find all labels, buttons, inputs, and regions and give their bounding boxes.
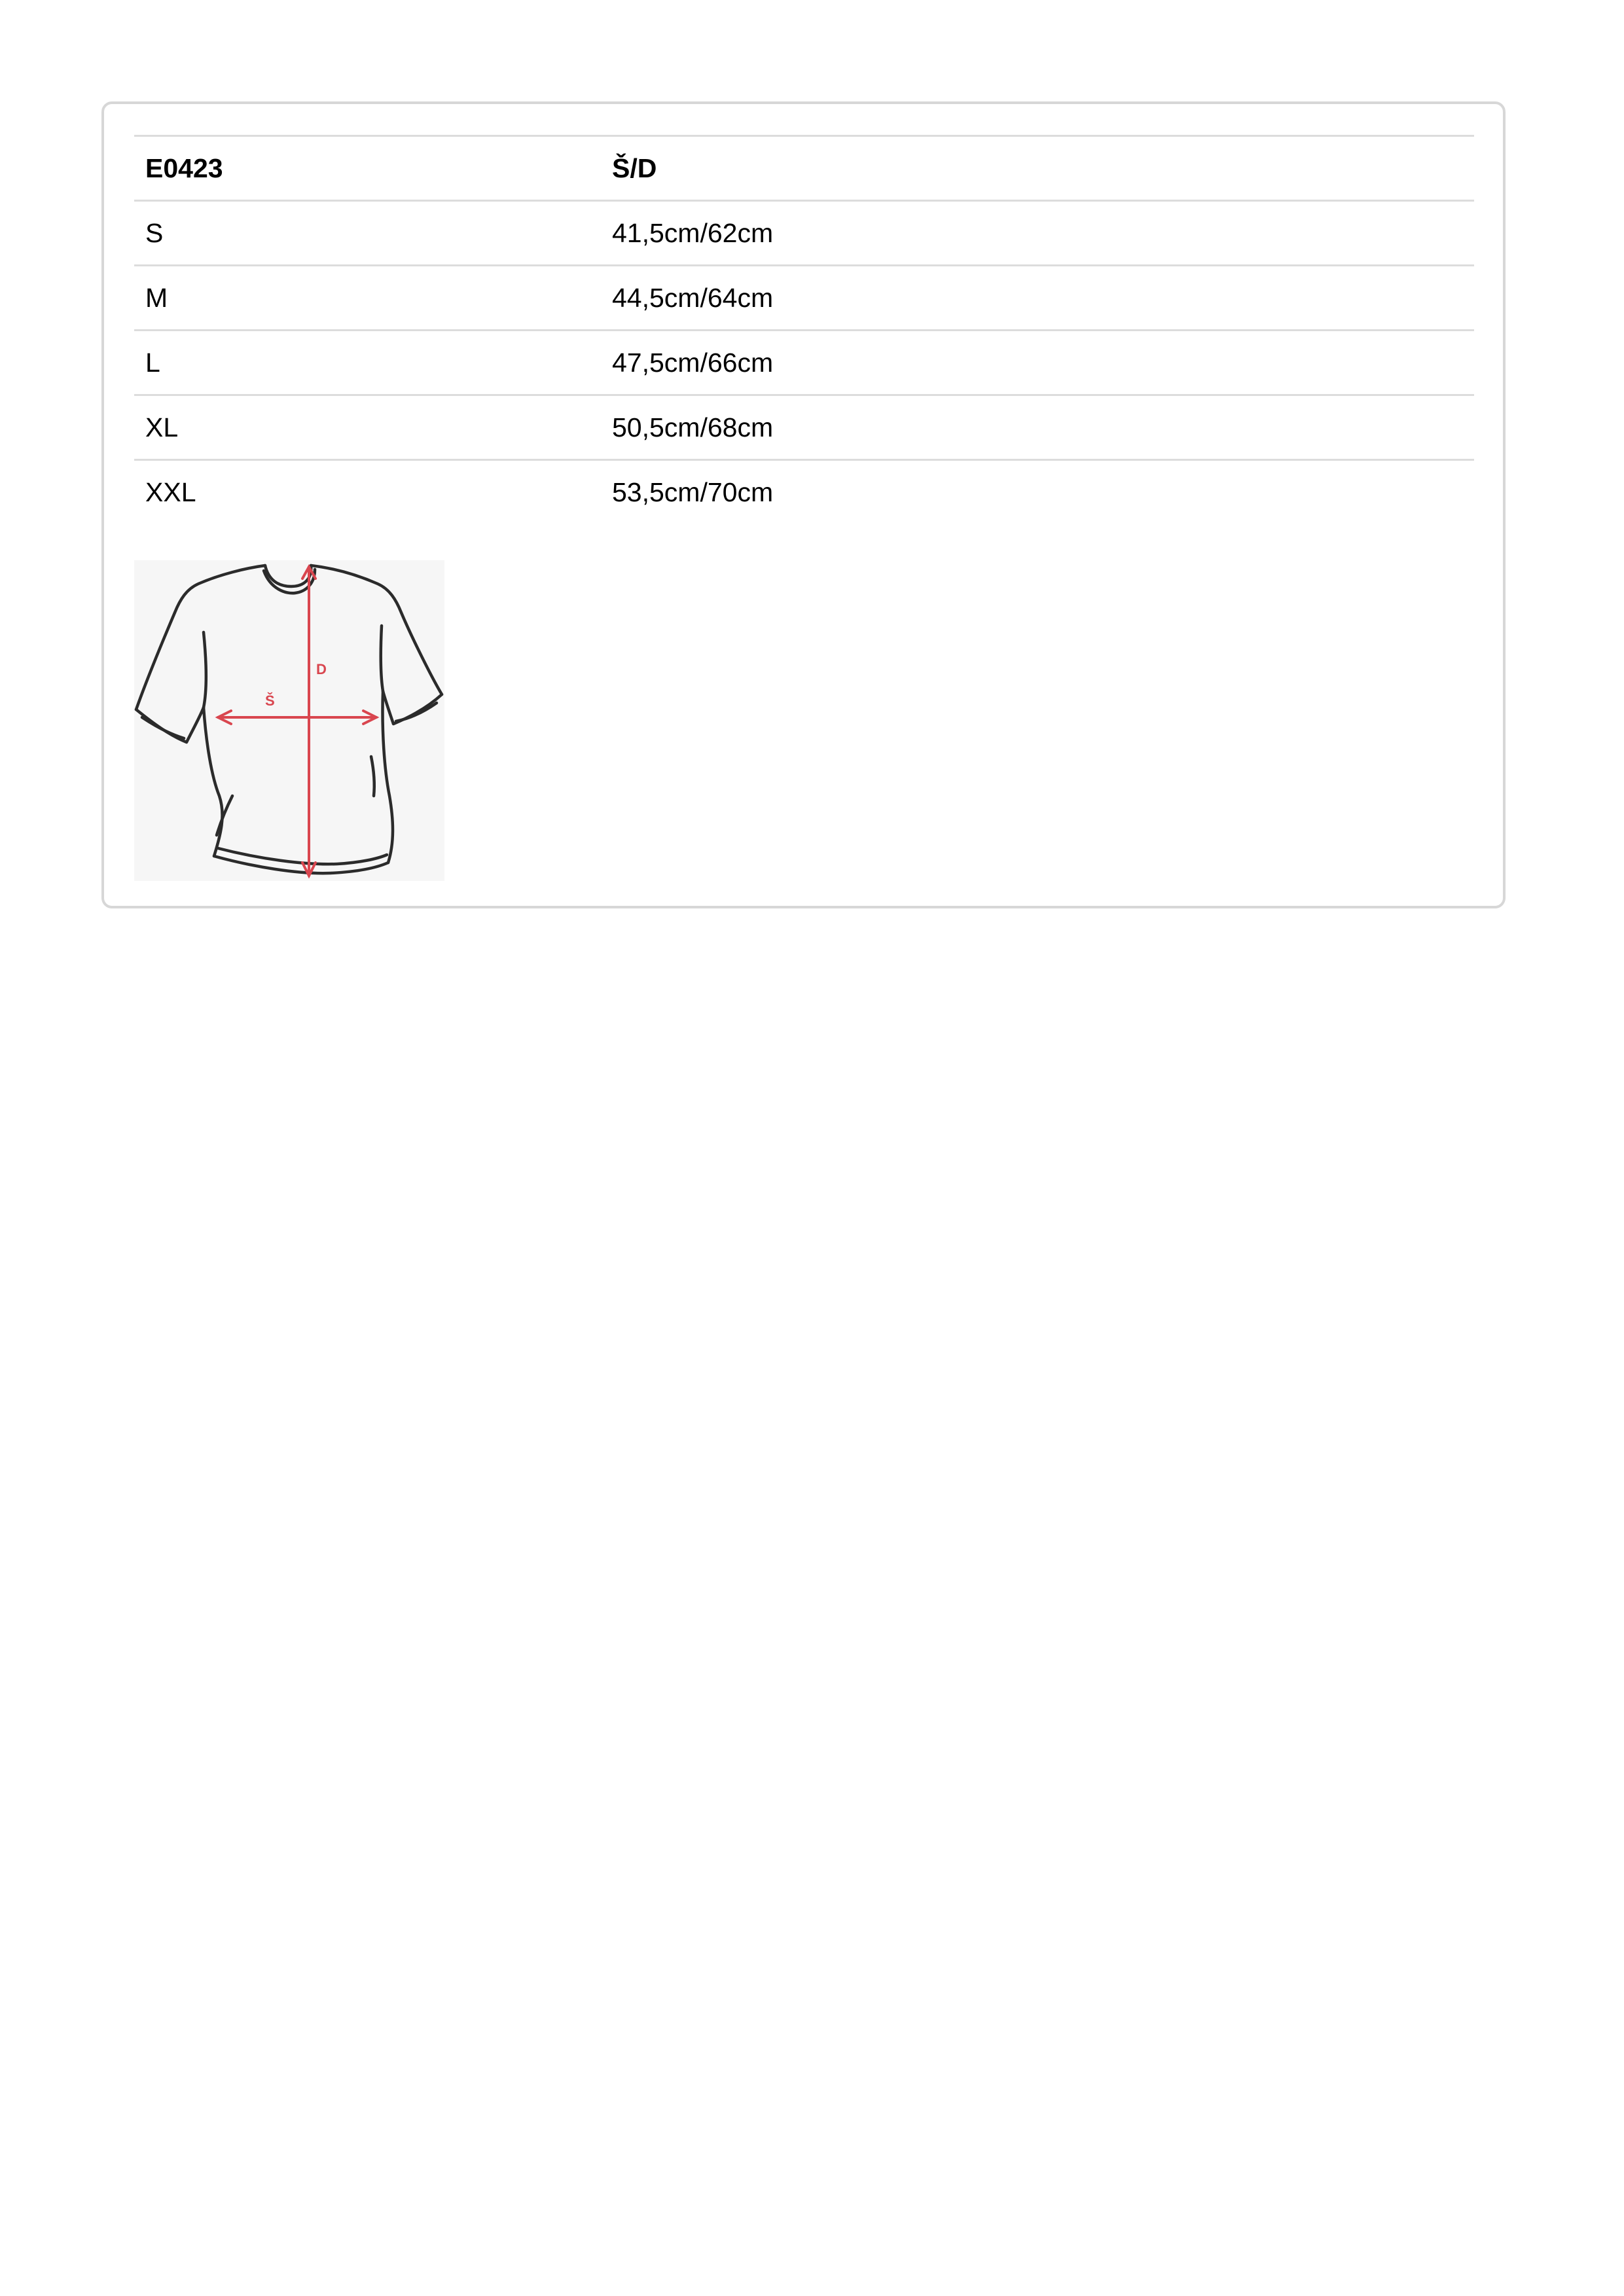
measure-cell: 44,5cm/64cm [601,266,1474,331]
measurement-arrows [218,567,376,876]
measure-cell: 50,5cm/68cm [601,395,1474,460]
tshirt-measurement-diagram [134,560,444,881]
table-row [134,201,1474,266]
size-cell: L [134,331,601,395]
size-cell: M [134,266,601,331]
table-row [134,460,1474,524]
right-sleeve-hem [383,691,442,724]
header-product-code: E0423 [134,136,601,201]
size-cell: XL [134,395,601,460]
size-table [134,135,1474,524]
left-armhole [204,632,206,708]
tshirt-diagram-svg [134,560,444,881]
fold-line-right [371,757,374,796]
length-label: D [316,661,327,677]
header-measurements: Š/D [601,136,1474,201]
table-header-row [134,136,1474,201]
size-cell: XXL [134,460,601,524]
width-label: Š [265,692,275,709]
fold-line-left [217,796,232,835]
tshirt-outline [136,565,442,873]
measure-cell: 41,5cm/62cm [601,201,1474,266]
table-row [134,266,1474,331]
measure-cell: 47,5cm/66cm [601,331,1474,395]
left-side-seam [204,708,223,856]
table-row [134,395,1474,460]
left-sleeve-hem [136,708,204,742]
table-row [134,331,1474,395]
measure-cell: 53,5cm/70cm [601,460,1474,524]
right-armhole [381,626,383,691]
size-chart-card [101,101,1506,908]
shirt-hem [214,856,388,873]
left-shoulder-line [136,565,265,709]
right-shoulder-line [311,565,442,694]
size-cell: S [134,201,601,266]
